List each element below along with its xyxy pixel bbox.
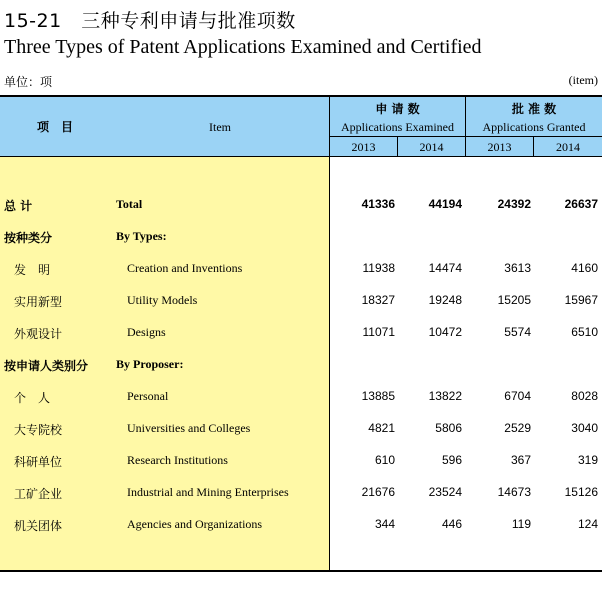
header-divider — [0, 156, 602, 157]
cell-app-2013: 41336 — [361, 197, 395, 211]
cell-grant-2014: 124 — [577, 517, 598, 531]
row-label-en: Research Institutions — [127, 453, 228, 467]
row-label-cn: 按申请人类别分 — [4, 359, 89, 373]
row-label-en: Personal — [127, 389, 169, 403]
cell-app-2013: 13885 — [361, 389, 395, 403]
row-label-cn: 发 明 — [14, 263, 51, 277]
row-label-en: Utility Models — [127, 293, 198, 307]
header-item-cn: 项 目 — [36, 120, 73, 134]
header-applications-en: Applications Examined — [341, 120, 454, 134]
cell-grant-2013: 367 — [510, 453, 531, 467]
cell-app-2013: 610 — [374, 453, 395, 467]
row-label-en: Industrial and Mining Enterprises — [127, 485, 289, 499]
row-label-en: Creation and Inventions — [127, 261, 243, 275]
header-year-app-2013: 2013 — [351, 140, 376, 154]
header-granted-cn: 批 准 数 — [511, 102, 557, 116]
cell-app-2014: 596 — [441, 453, 462, 467]
cell-grant-2013: 14673 — [497, 485, 531, 499]
cell-app-2014: 13822 — [428, 389, 462, 403]
table-row-section-types — [0, 221, 602, 253]
cell-app-2013: 11938 — [362, 261, 395, 275]
row-label-en: By Types: — [116, 229, 167, 243]
cell-app-2014: 446 — [441, 517, 462, 531]
cell-app-2014: 23524 — [428, 485, 462, 499]
row-label-cn: 实用新型 — [14, 295, 63, 309]
cell-grant-2013: 5574 — [504, 325, 531, 339]
table-row — [0, 413, 602, 445]
row-label-cn: 总 计 — [4, 199, 33, 213]
cell-app-2013: 344 — [374, 517, 395, 531]
header-year-grant-2013: 2013 — [487, 140, 512, 154]
unit-label-en: (item) — [568, 73, 598, 87]
cell-app-2013: 21676 — [361, 485, 395, 499]
row-label-cn: 科研单位 — [14, 455, 63, 469]
cell-grant-2014: 15126 — [564, 485, 598, 499]
cell-app-2014: 10472 — [428, 325, 462, 339]
cell-grant-2013: 6704 — [504, 389, 531, 403]
header-year-grant-2014: 2014 — [556, 140, 580, 154]
cell-grant-2014: 319 — [577, 453, 598, 467]
row-label-cn: 个 人 — [14, 391, 51, 405]
page-title-en: Three Types of Patent Applications Examined and Certified — [4, 36, 482, 58]
row-label-en: Universities and Colleges — [127, 421, 251, 435]
table-row — [0, 381, 602, 413]
cell-app-2013: 11071 — [362, 325, 395, 339]
cell-app-2014: 44194 — [428, 197, 462, 211]
row-label-en: Total — [116, 197, 143, 211]
unit-label-cn: 单位：项 — [4, 75, 53, 89]
cell-app-2013: 4821 — [368, 421, 395, 435]
table-row — [0, 445, 602, 477]
header-year-app-2014: 2014 — [419, 140, 444, 154]
table-row — [0, 509, 602, 541]
cell-grant-2014: 15967 — [564, 293, 598, 307]
table-row — [0, 477, 602, 509]
cell-grant-2013: 3613 — [504, 261, 531, 275]
table-row — [0, 317, 602, 349]
page-title-cn: 15-21 三种专利申请与批准项数 — [4, 10, 296, 32]
cell-app-2014: 5806 — [435, 421, 462, 435]
cell-app-2014: 19248 — [428, 293, 462, 307]
cell-grant-2013: 15205 — [497, 293, 531, 307]
table-top-rule — [0, 95, 602, 97]
cell-grant-2014: 8028 — [571, 389, 598, 403]
table-row-total — [0, 189, 602, 221]
row-label-en: Agencies and Organizations — [127, 517, 263, 531]
row-label-en: Designs — [127, 325, 166, 339]
table-bottom-rule — [0, 570, 602, 572]
cell-grant-2014: 26637 — [564, 197, 598, 211]
cell-grant-2013: 2529 — [504, 421, 531, 435]
cell-grant-2014: 4160 — [571, 261, 598, 275]
row-label-cn: 机关团体 — [14, 519, 63, 533]
row-label-cn: 大专院校 — [14, 423, 63, 437]
header-applications-cn: 申 请 数 — [375, 102, 420, 116]
cell-grant-2014: 6510 — [571, 325, 598, 339]
cell-grant-2013: 24392 — [497, 197, 531, 211]
header-item-en: Item — [209, 120, 231, 134]
table-row — [0, 285, 602, 317]
cell-app-2013: 18327 — [361, 293, 395, 307]
row-label-cn: 工矿企业 — [14, 487, 63, 501]
cell-grant-2014: 3040 — [571, 421, 598, 435]
row-label-cn: 外观设计 — [14, 327, 63, 341]
cell-grant-2013: 119 — [511, 517, 531, 531]
table-row — [0, 253, 602, 285]
header-granted-en: Applications Granted — [482, 120, 586, 134]
row-label-en: By Proposer: — [116, 357, 184, 371]
table-row-section-proposer — [0, 349, 602, 381]
row-label-cn: 按种类分 — [4, 231, 53, 245]
cell-app-2014: 14474 — [428, 261, 462, 275]
